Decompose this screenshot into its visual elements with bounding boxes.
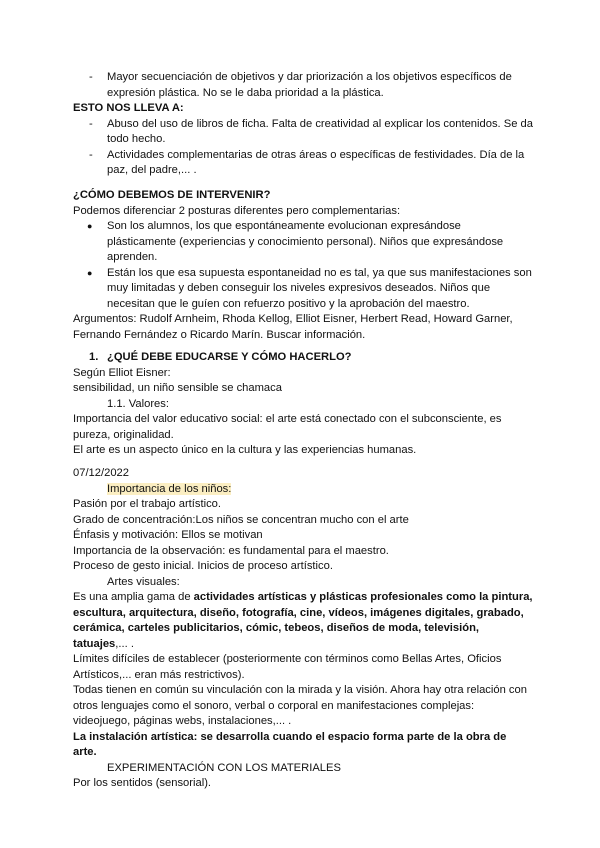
subheading: EXPERIMENTACIÓN CON LOS MATERIALES [107,761,341,774]
paragraph: Podemos diferenciar 2 posturas diferentes pero complementarias: [73,204,401,217]
section-1 [73,350,533,459]
paragraph: sensibilidad, un niño sensible se chamaca [73,382,282,394]
date-text: 07/12/2022 [73,467,129,479]
highlighted-text: Importancia de los niños: [107,482,232,495]
subheading: Artes visuales: [107,575,180,588]
paragraph: Límites difíciles de establecer (posteriormente con términos como Bellas Artes, Oficios Artísticos,... eran más restrictivos). [73,653,502,681]
paragraph: Argumentos: Rudolf Arnheim, Rhoda Kellog, Elliot Eisner, Herbert Read, Howard Garner, Fernando Fernández o Ricardo Marín. Buscar información. [73,313,513,341]
paragraph: Importancia de la observación: es fundamental para el maestro. [73,544,389,557]
subheading [73,482,533,498]
dated-section [73,466,533,792]
top-section [73,70,533,179]
list-item: - Actividades complementarias de otras áreas o específicas de festividades. Día de la paz, del padre,... . [73,148,533,179]
intervenir-section [73,188,533,343]
paragraph: El arte es un aspecto único en la cultura y las experiencias humanas. [73,444,417,456]
heading-title: ¿QUÉ DEBE EDUCARSE Y CÓMO HACERLO? [107,351,352,363]
paragraph: Énfasis y motivación: Ellos se motivan [73,529,263,541]
paragraph: Grado de concentración:Los niños se concentran mucho con el arte [73,513,409,526]
bullet-item: ● Son los alumnos, los que espontáneamente evolucionan expresándose plásticamente (experiencias y conocimiento personal). Niños que expresándose aprenden. [73,219,533,266]
list-item: - Mayor secuenciación de objetivos y dar priorización a los objetivos específicos de expresión plástica. No se le daba prioridad a la plástica. [73,70,533,101]
bold-paragraph: La instalación artística: se desarrolla cuando el espacio forma parte de la obra de arte. [73,730,507,758]
numbered-heading [73,350,533,366]
text-run: Es una amplia gama de [73,591,194,603]
list-item: - Abuso del uso de libros de ficha. Falta de creatividad al explicar los contenidos. Se da todo hecho. [73,117,533,148]
paragraph: Por los sentidos (sensorial). [73,777,212,789]
paragraph: Proceso de gesto inicial. Inicios de proceso artístico. [73,560,333,572]
section-heading: ¿CÓMO DEBEMOS DE INTERVENIR? [73,189,271,201]
section-heading: ESTO NOS LLEVA A: [73,102,184,114]
heading-number: 1. [89,351,99,363]
bullet-item: ● Están los que esa supuesta espontaneidad no es tal, ya que sus manifestaciones son muy limitadas y deben conseguir los niveles expresivos deseados. Niños que necesitan que le guíen con refuerzo positivo y la aprobación del maestro. [73,266,533,313]
paragraph: Todas tienen en común su vinculación con la mirada y la visión. Ahora hay otra relación con otros lenguajes como el sonoro, verbal o corporal en manifestaciones complejas: videojuego, páginas webs, instalaciones,... . [73,684,527,727]
bold-run: actividades artísticas y plásticas profesionales como la pintura, escultura, arquitectura, diseño, fotografía, cine, vídeos, imágenes digitales, grabado, cerámica, carteles publicitarios, cómic, tebeos, diseños de moda, televisión, tatuajes [73,591,533,650]
text-run: ,... . [115,637,134,650]
subheading: 1.1. Valores: [107,397,169,410]
paragraph: Pasión por el trabajo artístico. [73,498,221,510]
paragraph: Según Elliot Eisner: [73,366,171,379]
paragraph [73,590,533,652]
paragraph: Importancia del valor educativo social: el arte está conectado con el subconsciente, es pureza, originalidad. [73,413,502,441]
